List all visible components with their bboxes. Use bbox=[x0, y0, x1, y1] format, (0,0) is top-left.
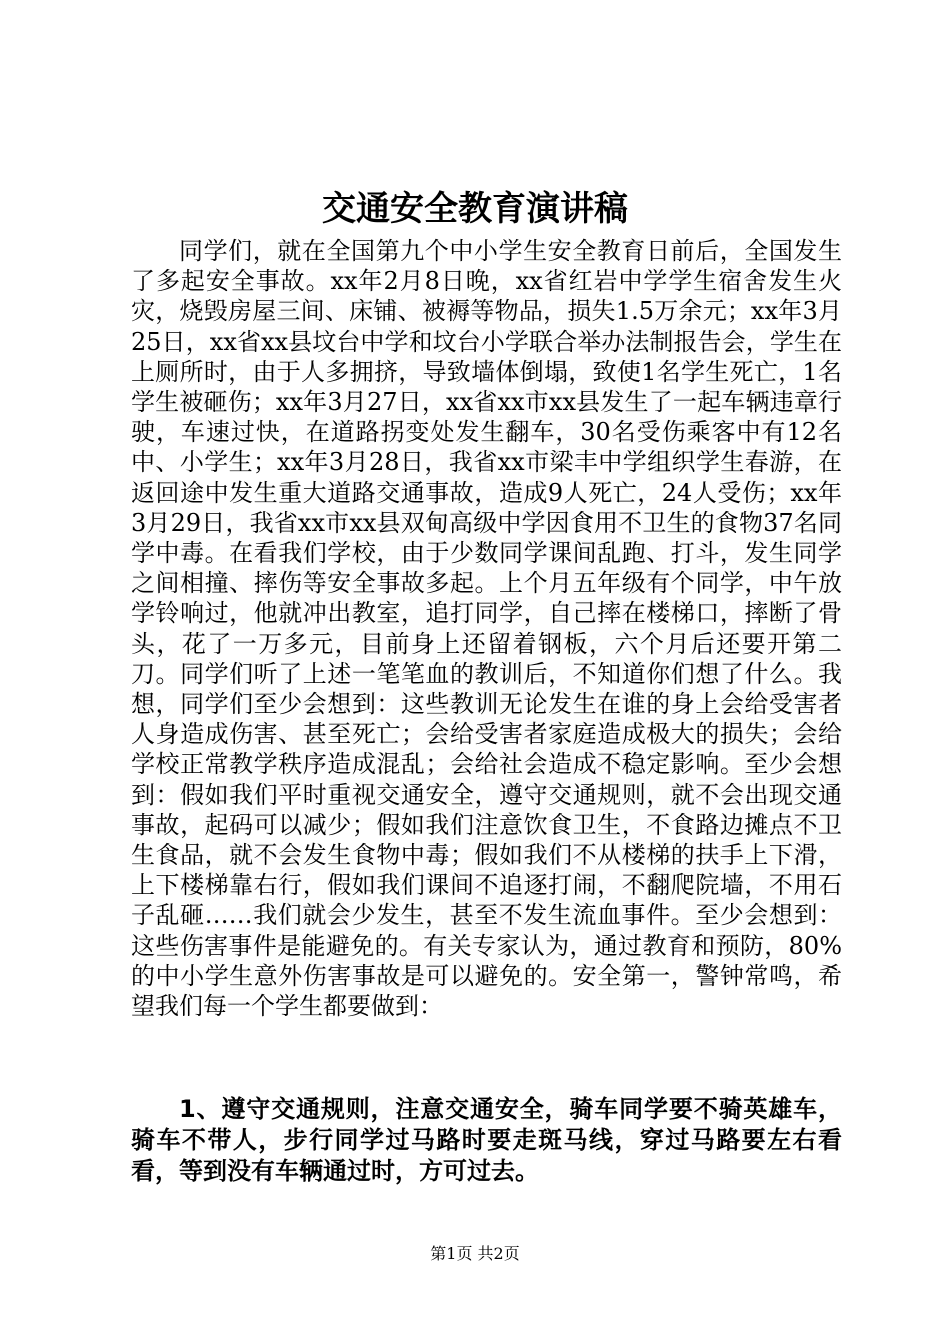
document-title: 交通安全教育演讲稿 bbox=[322, 189, 628, 229]
list-item-1: 1、遵守交通规则，注意交通安全，骑车同学要不骑英雄车，骑车不带人，步行同学过马路时要走斑马线，穿过马路要左右看看，等到没有车辆通过时，方可过去。 bbox=[131, 1095, 842, 1185]
body-paragraph: 同学们，就在全国第九个中小学生安全教育日前后，全国发生了多起安全事故。xx年2月8日晚，xx省红岩中学学生宿舍发生火灾，烧毁房屋三间、床铺、被褥等物品，损失1.5万余元；xx年3月25日，xx省xx县坟台中学和坟台小学联合举办法制报告会，学生在上厕所时，由于人多拥挤，导致墙体倒塌，致使1名学生死亡，1名学生被砸伤；xx年3月27日，xx省xx市xx县发生了一起车辆违章行驶，车速过快，在道路拐变处发生翻车，30名受伤乘客中有12名中、小学生；xx年3月28日，我省xx市梁丰中学组织学生春游，在返回途中发生重大道路交通事故，造成9人死亡，24人受伤；xx年3月29日，我省xx市xx县双甸高级中学因食用不卫生的食物37名同学中毒。在看我们学校，由于少数同学课间乱跑、打斗，发生同学之间相撞、摔伤等安全事故多起。上个月五年级有个同学，中午放学铃响过，他就冲出教室，追打同学，自己摔在楼梯口，摔断了骨头，花了一万多元，目前身上还留着钢板，六个月后还要开第二刀。同学们听了上述一笔笔血的教训后，不知道你们想了什么。我想，同学们至少会想到：这些教训无论发生在谁的身上会给受害者人身造成伤害、甚至死亡；会给受害者家庭造成极大的损失；会给学校正常教学秩序造成混乱；会给社会造成不稳定影响。至少会想到：假如我们平时重视交通安全，遵守交通规则，就不会出现交通事故，起码可以减少；假如我们注意饮食卫生，不食路边摊点不卫生食品，就不会发生食物中毒；假如我们不从楼梯的扶手上下滑，上下楼梯靠右行，假如我们课间不追逐打闹，不翻爬院墙，不用石子乱砸……我们就会少发生，甚至不发生流血事件。至少会想到：这些伤害事件是能避免的。有关专家认为，通过教育和预防，80%的中小学生意外伤害事故是可以避免的。安全第一，警钟常鸣，希望我们每一个学生都要做到： bbox=[131, 237, 842, 1021]
page-number-footer: 第1页 共2页 bbox=[430, 1244, 520, 1263]
